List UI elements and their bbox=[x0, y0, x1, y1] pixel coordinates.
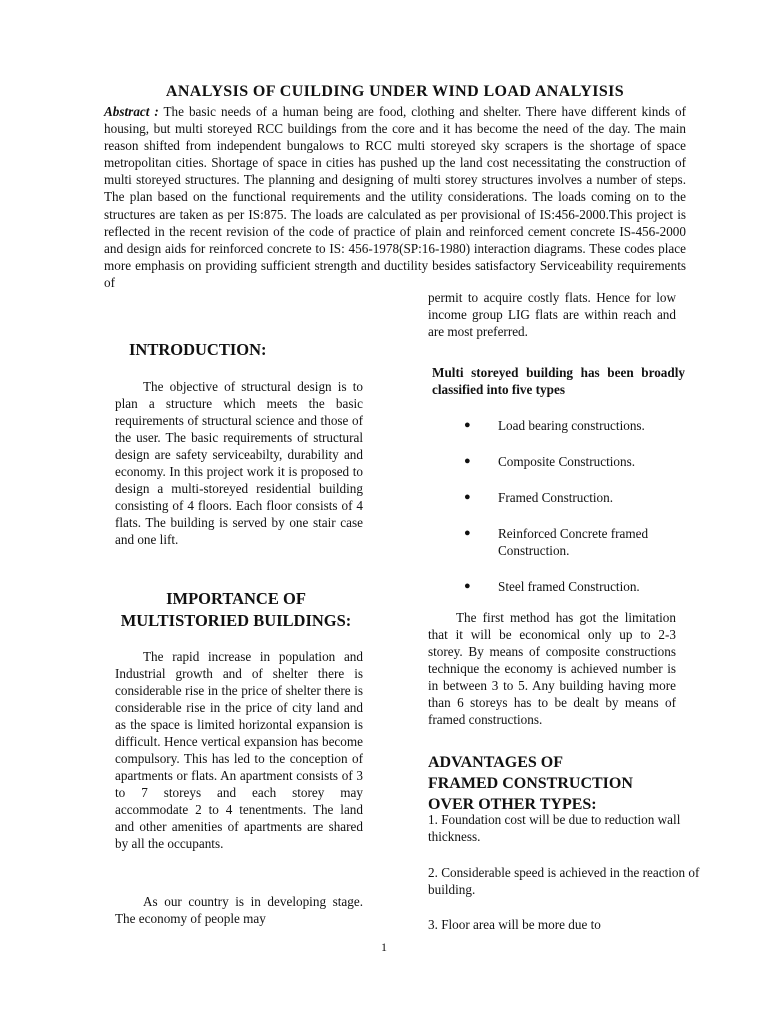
advantages-heading-line3: OVER OTHER TYPES: bbox=[428, 796, 597, 813]
importance-heading-line1: IMPORTANCE OF bbox=[166, 589, 306, 608]
paper-title: ANALYSIS OF CUILDING UNDER WIND LOAD ANALYISIS bbox=[165, 83, 625, 100]
importance-paragraph: The rapid increase in population and Industrial growth and of shelter there is considerable rise in the price of shelter there is considerable rise in the price of city land and as the space is limited horizontal expansion is difficult. Hence vertical expansion has become compulsory. This has led to the conception of apartments or flats. An apartment consists of 3 to 7 storeys and each storey may accommodate 2 to 4 tenentments. The land and other amenities of apartments are shared by all the occupants. bbox=[115, 649, 363, 851]
continuation-paragraph: permit to acquire costly flats. Hence for low income group LIG flats are within reach and are most preferred. bbox=[428, 290, 676, 339]
importance-heading-line2: MULTISTORIED BUILDINGS: bbox=[120, 611, 352, 630]
bullet-icon: ● bbox=[464, 527, 471, 539]
list-item: 1. Foundation cost will be due to reduction wall thickness. bbox=[428, 812, 681, 844]
list-item: 3. Floor area will be more due to bbox=[428, 917, 601, 932]
introduction-heading: INTRODUCTION: bbox=[129, 340, 267, 359]
list-item: ● Reinforced Concrete framed Construction. bbox=[464, 526, 649, 558]
classification-intro: Multi storeyed building has been broadly classified into five types bbox=[432, 365, 685, 397]
bullet-icon: ● bbox=[464, 580, 471, 592]
country-paragraph: As our country is in developing stage. The economy of people may bbox=[115, 894, 363, 926]
advantages-heading-line2: FRAMED CONSTRUCTION bbox=[428, 775, 633, 792]
first-method-paragraph: The first method has got the limitation that it will be economical only up to 2-3 storey. By means of composite constructions technique the economy is achieved number is in between 3 to 5. Any building having more than 6 storeys has to be dealt by means of framed constructions. bbox=[428, 610, 676, 727]
abstract-text: The basic needs of a human being are food, clothing and shelter. There have different kinds of housing, but multi storeyed RCC buildings from the core and it has become the need of the day. The main reason shifted from independent bungalows to RCC multi storeyed sky scrapers is the shortage of space metropolitan cities. Shortage of space in cities has pushed up the land cost necessitating the construction of multi storeyed structures. The planning and designing of multi storey structures involves a number of steps. The plan based on the functional requirements and the utility considerations. The loads coming on to the structures are taken as per IS:875. The loads are calculated as per provisional of IS:456-2000.This project is reflected in the recent revision of the code of practice of plain and reinforced cement concrete IS-456-2000 and design aids for reinforced concrete to IS: 456-1978(SP:16-1980) interaction diagrams. These codes place more emphasis on providing sufficient strength and ductility besides satisfactory Serviceability requirements of bbox=[104, 104, 686, 290]
list-item: ● Load bearing constructions. bbox=[464, 418, 645, 433]
abstract-label: Abstract : bbox=[104, 104, 159, 119]
list-item: ● Composite Constructions. bbox=[464, 454, 636, 469]
page-number: 1 bbox=[381, 940, 387, 954]
introduction-paragraph: The objective of structural design is to plan a structure which meets the basic requirements of structural science and those of the user. The basic requirements of structural design are safety serviceabilty, durability and economy. In this project work it is proposed to design a multi-storeyed residential building consisting of 4 floors. Each floor consists of 4 flats. The building is served by one stair case and one lift. bbox=[115, 379, 363, 547]
advantages-heading-line1: ADVANTAGES OF bbox=[428, 754, 563, 771]
bullet-icon: ● bbox=[464, 419, 471, 431]
list-item: ● Framed Construction. bbox=[464, 490, 614, 505]
bullet-icon: ● bbox=[464, 455, 471, 467]
list-item: ● Steel framed Construction. bbox=[464, 579, 640, 594]
abstract bbox=[104, 103, 686, 291]
bullet-icon: ● bbox=[464, 491, 471, 503]
list-item: 2. Considerable speed is achieved in the reaction of building. bbox=[428, 865, 700, 897]
